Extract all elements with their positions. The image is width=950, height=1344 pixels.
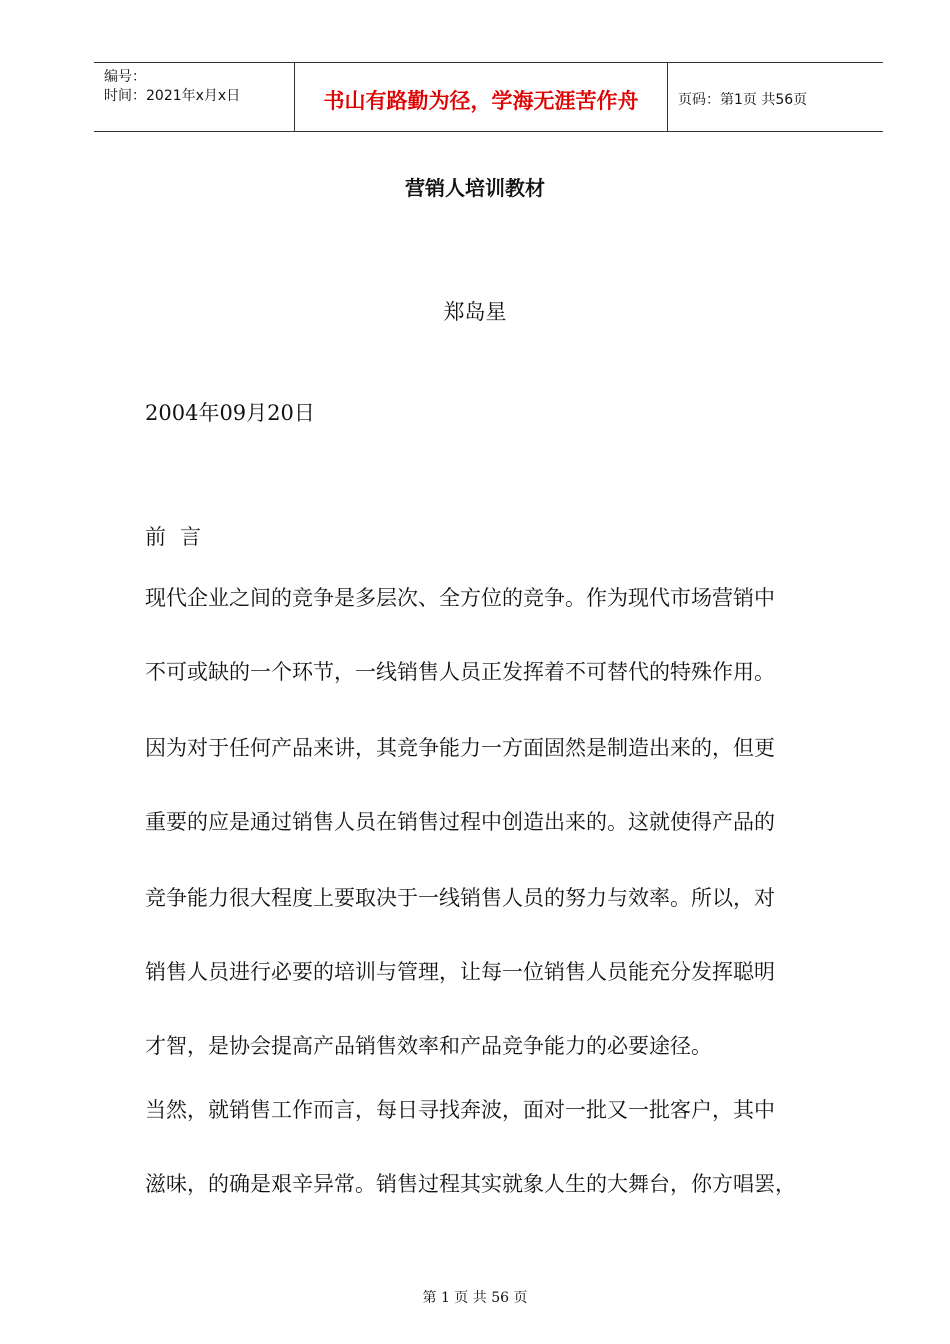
body-line: 滋味，的确是艰辛异常。销售过程其实就象人生的大舞台，你方唱罢，: [145, 1172, 796, 1196]
motto-text: 书山有路勤为径，学海无涯苦作舟: [323, 89, 639, 113]
body-line: 才智，是协会提高产品销售效率和产品竞争能力的必要途径。: [145, 1034, 712, 1058]
body-line: 重要的应是通过销售人员在销售过程中创造出来的。这就使得产品的: [145, 810, 775, 834]
body-line: 不可或缺的一个环节，一线销售人员正发挥着不可替代的特殊作用。: [145, 660, 775, 684]
body-line: 因为对于任何产品来讲，其竞争能力一方面固然是制造出来的，但更: [145, 736, 775, 760]
body-line: 当然，就销售工作而言，每日寻找奔波，面对一批又一批客户，其中: [145, 1098, 775, 1122]
time-label: 时间：2021年x月x日: [104, 88, 241, 104]
document-title: 营销人培训教材: [405, 176, 545, 200]
header-page-info: 页码：第1页 共56页: [678, 92, 808, 108]
preface-heading: 前言: [145, 525, 215, 549]
document-author: 郑岛星: [443, 300, 507, 324]
body-line: 销售人员进行必要的培训与管理，让每一位销售人员能充分发挥聪明: [145, 960, 775, 984]
header-meta-cell: [94, 63, 295, 131]
header-page-cell: [668, 63, 883, 131]
number-label: 编号：: [104, 69, 146, 85]
page-header: [94, 62, 883, 132]
body-line: 竞争能力很大程度上要取决于一线销售人员的努力与效率。所以，对: [145, 886, 775, 910]
page-footer: 第 1 页 共 56 页: [422, 1290, 528, 1306]
document-date: 2004年09月20日: [145, 401, 315, 425]
body-line: 现代企业之间的竞争是多层次、全方位的竞争。作为现代市场营销中: [145, 586, 775, 610]
header-motto-cell: [295, 63, 668, 131]
